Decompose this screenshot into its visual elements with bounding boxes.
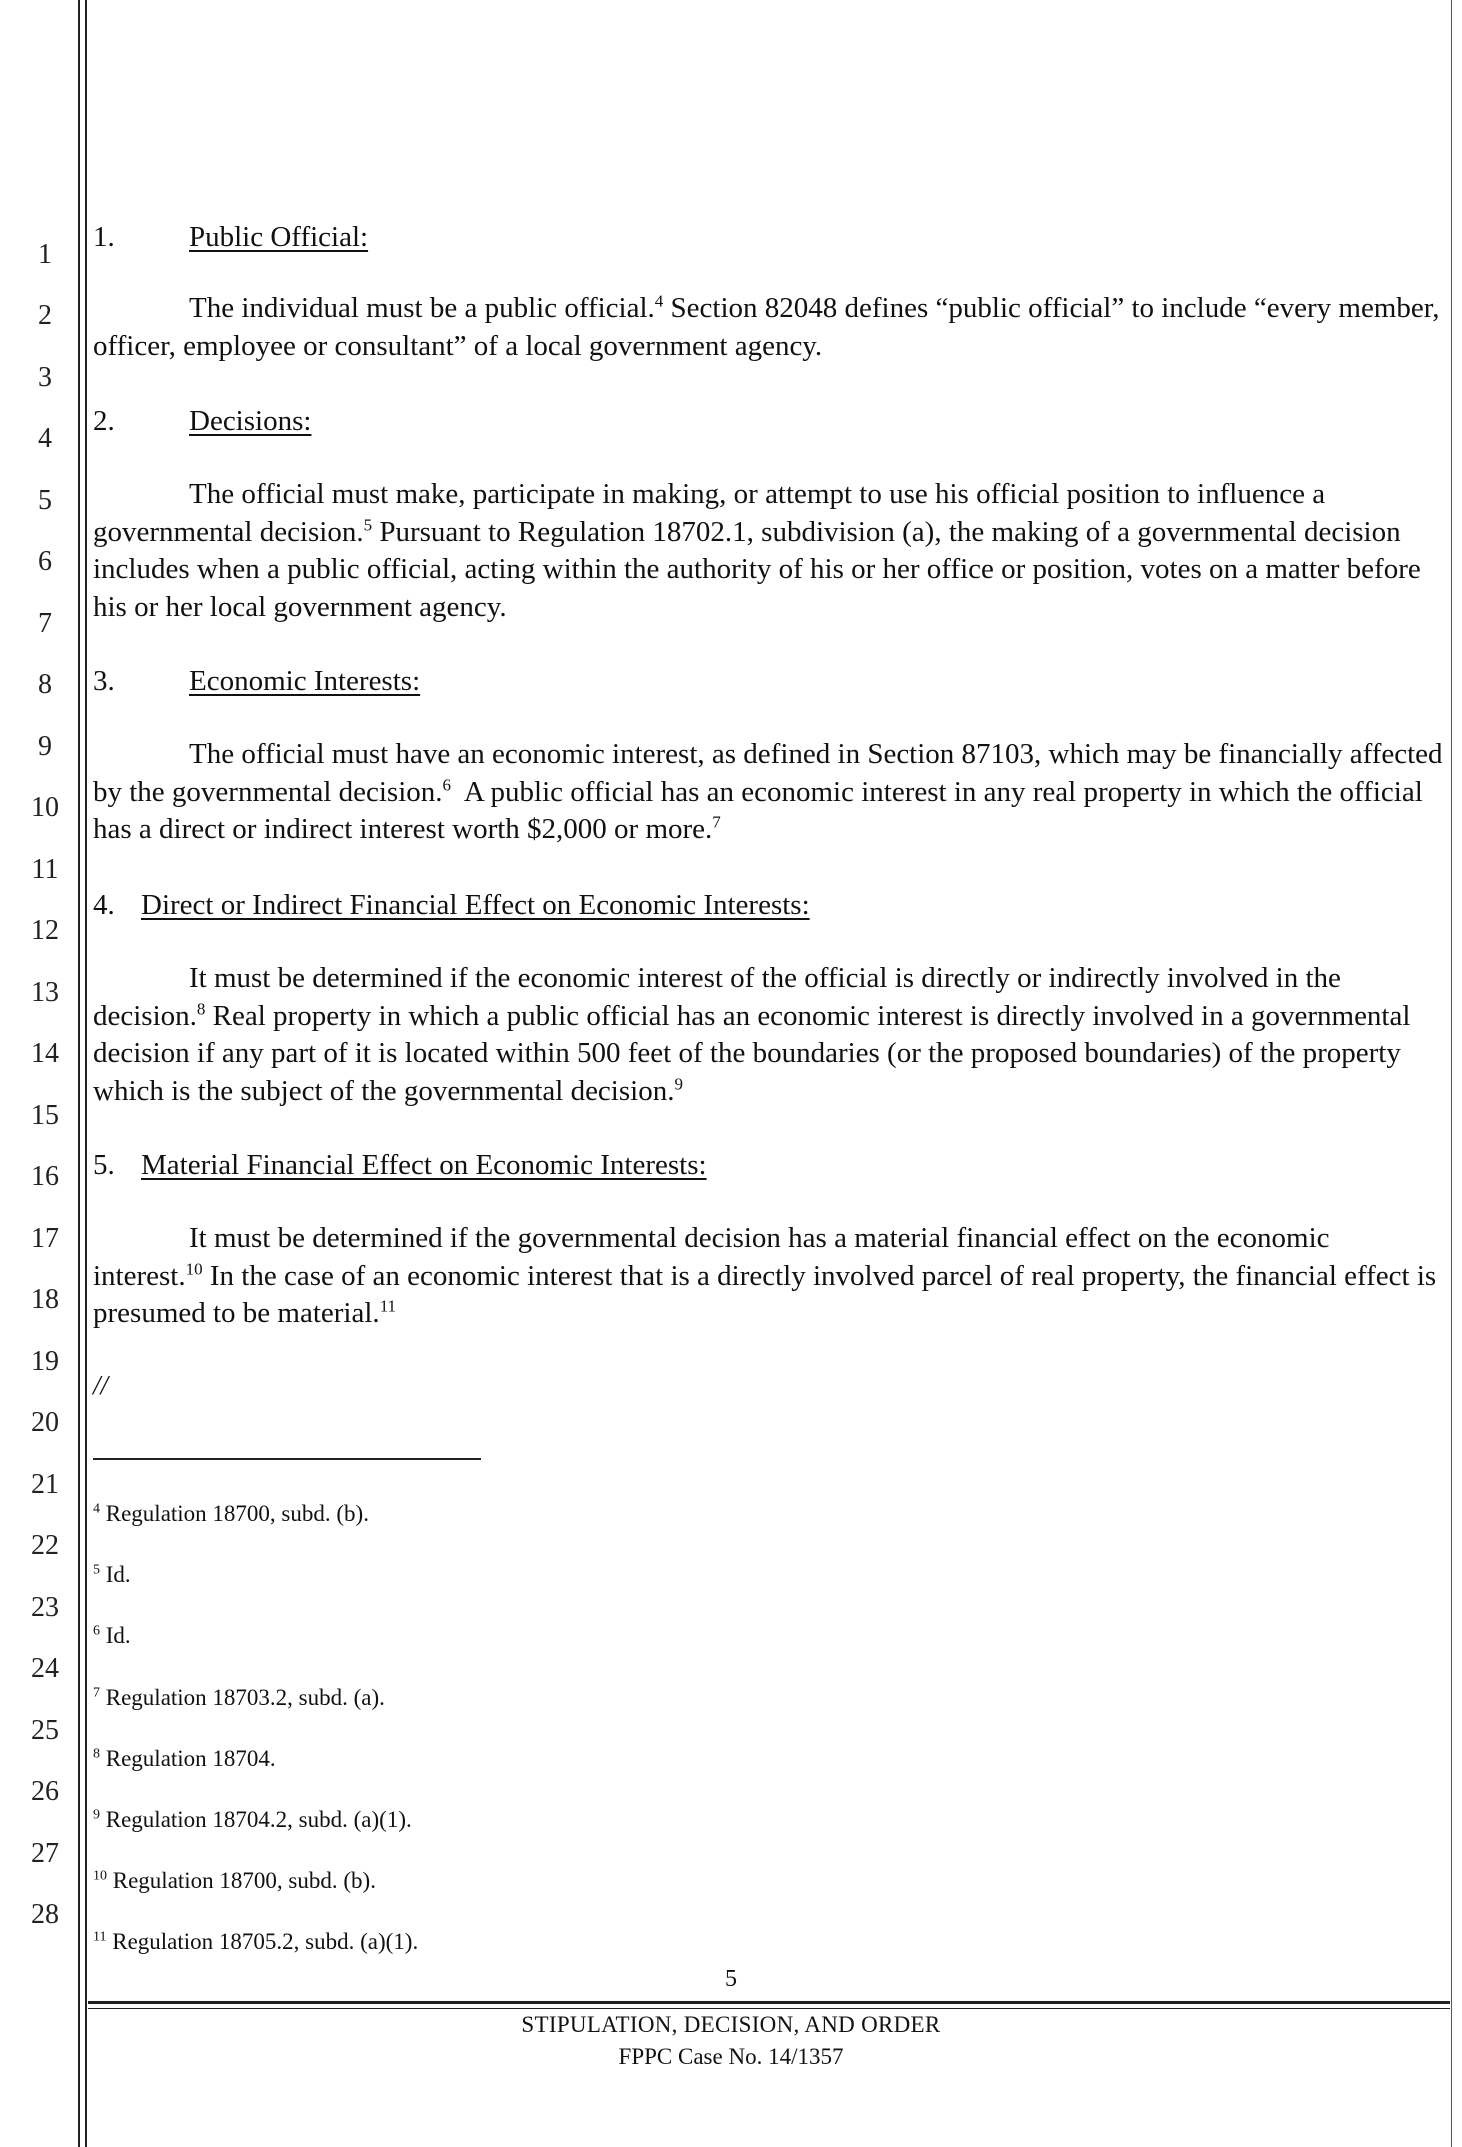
line-number: 23 xyxy=(31,1592,59,1623)
section-heading xyxy=(93,664,420,698)
line-number: 14 xyxy=(31,1038,59,1069)
line-number: 9 xyxy=(38,731,52,762)
line-number: 26 xyxy=(31,1776,59,1807)
line-number: 12 xyxy=(31,915,59,946)
footnote: $^7$ Regulation 18703.2, subd. (a). xyxy=(93,1685,385,1710)
section-heading xyxy=(93,220,368,254)
footnote-ref: 5 xyxy=(363,514,373,534)
line-number: 6 xyxy=(38,546,52,577)
section-title: Public Official: xyxy=(189,221,369,253)
line-number: 3 xyxy=(38,362,52,393)
footer-title: STIPULATION, DECISION, AND ORDER xyxy=(521,2012,941,2037)
line-number: 16 xyxy=(31,1161,59,1192)
section-paragraph: It must be determined if the governmental decision has a material financial effect on the economic interest.$^{10}$ In the case of an economic interest that is a directly involved parcel of real property, the financial effect is presumed to be material.$^{11}$ xyxy=(93,1222,1437,1329)
left-margin-rule-inner xyxy=(85,0,87,2147)
line-number: 2 xyxy=(38,300,52,331)
line-number: 18 xyxy=(31,1284,59,1315)
section-number: 2. xyxy=(93,405,115,437)
line-number: 21 xyxy=(31,1469,59,1500)
line-number: 4 xyxy=(38,423,52,454)
line-number: 1 xyxy=(38,239,52,270)
section-number: 4. xyxy=(93,889,115,921)
section-paragraph: The official must have an economic interest, as defined in Section 87103, which may be financially affected by the governmental decision.$^6$ A public official has an economic interest in any real property in which the official has a direct or indirect interest worth $2,000 or more.$^7$ xyxy=(93,738,1443,845)
footer-case-number: FPPC Case No. 14/1357 xyxy=(618,2044,844,2069)
footnote-separator xyxy=(93,1458,481,1460)
footnote: $^6$ Id. xyxy=(93,1623,131,1648)
section-paragraph: It must be determined if the economic interest of the official is directly or indirectly involved in the decision.$^8$ Real property in which a public official has an economic interest is directly involved in a governmental decision if any part of it is located within 500 feet of the boundaries (or the proposed boundaries) of the property which is the subject of the governmental decision.$^9$ xyxy=(93,962,1411,1107)
right-margin-rule xyxy=(1451,0,1452,2147)
section-heading xyxy=(93,888,810,922)
line-number: 28 xyxy=(31,1899,59,1930)
section-title: Direct or Indirect Financial Effect on Economic Interests: xyxy=(141,889,810,921)
section-heading xyxy=(93,404,311,438)
line-number: 8 xyxy=(38,669,52,700)
line-number: 5 xyxy=(38,485,52,516)
continuation-mark: // xyxy=(93,1370,109,1400)
footnote: $^{11}$ Regulation 18705.2, subd. (a)(1). xyxy=(93,1929,419,1954)
footnote: $^5$ Id. xyxy=(93,1562,131,1587)
section-heading xyxy=(93,1148,707,1182)
footnote-ref: 6 xyxy=(442,774,452,794)
line-number: 11 xyxy=(31,854,59,885)
line-number: 7 xyxy=(38,608,52,639)
page-number: 5 xyxy=(725,1966,737,1992)
line-number: 13 xyxy=(31,977,59,1008)
section-title: Economic Interests: xyxy=(189,665,421,697)
footnote-ref: 9 xyxy=(674,1073,683,1093)
left-margin-rule xyxy=(78,0,80,2147)
footer-rule xyxy=(88,2001,1450,2004)
section-title: Decisions: xyxy=(189,405,312,437)
footnote: $^9$ Regulation 18704.2, subd. (a)(1). xyxy=(93,1807,412,1832)
section-paragraph: The official must make, participate in making, or attempt to use his official position to influence a governmental decision.$^5$ Pursuant to Regulation 18702.1, subdivision (a), the making of a governmental decision includes when a public official, acting within the authority of his or her office or position, votes on a matter before his or her local government agency. xyxy=(93,478,1421,623)
line-number: 20 xyxy=(31,1407,59,1438)
line-number: 10 xyxy=(31,792,59,823)
section-number: 3. xyxy=(93,665,115,697)
line-number: 22 xyxy=(31,1530,59,1561)
footnote-ref: 11 xyxy=(379,1296,397,1316)
line-number: 15 xyxy=(31,1100,59,1131)
footnote: $^{10}$ Regulation 18700, subd. (b). xyxy=(93,1868,376,1893)
footnote-ref: 4 xyxy=(654,291,664,311)
line-number: 27 xyxy=(31,1838,59,1869)
footnote-ref: 10 xyxy=(185,1258,203,1278)
line-number: 25 xyxy=(31,1715,59,1746)
footnote-ref: 8 xyxy=(196,998,206,1018)
line-number: 19 xyxy=(31,1346,59,1377)
line-number: 17 xyxy=(31,1223,59,1254)
footnote-ref: 7 xyxy=(712,812,721,832)
footnote: $^8$ Regulation 18704. xyxy=(93,1746,276,1771)
section-number: 5. xyxy=(93,1149,115,1181)
section-paragraph: The individual must be a public official.$^4$ Section 82048 defines “public official” to include “every member, officer, employee or consultant” of a local government agency. xyxy=(93,291,1440,362)
footer-rule-thin xyxy=(88,2008,1450,2009)
section-title: Material Financial Effect on Economic Interests: xyxy=(141,1149,707,1181)
line-number: 24 xyxy=(31,1653,59,1684)
section-number: 1. xyxy=(93,221,115,253)
footnote: $^4$ Regulation 18700, subd. (b). xyxy=(93,1501,369,1526)
